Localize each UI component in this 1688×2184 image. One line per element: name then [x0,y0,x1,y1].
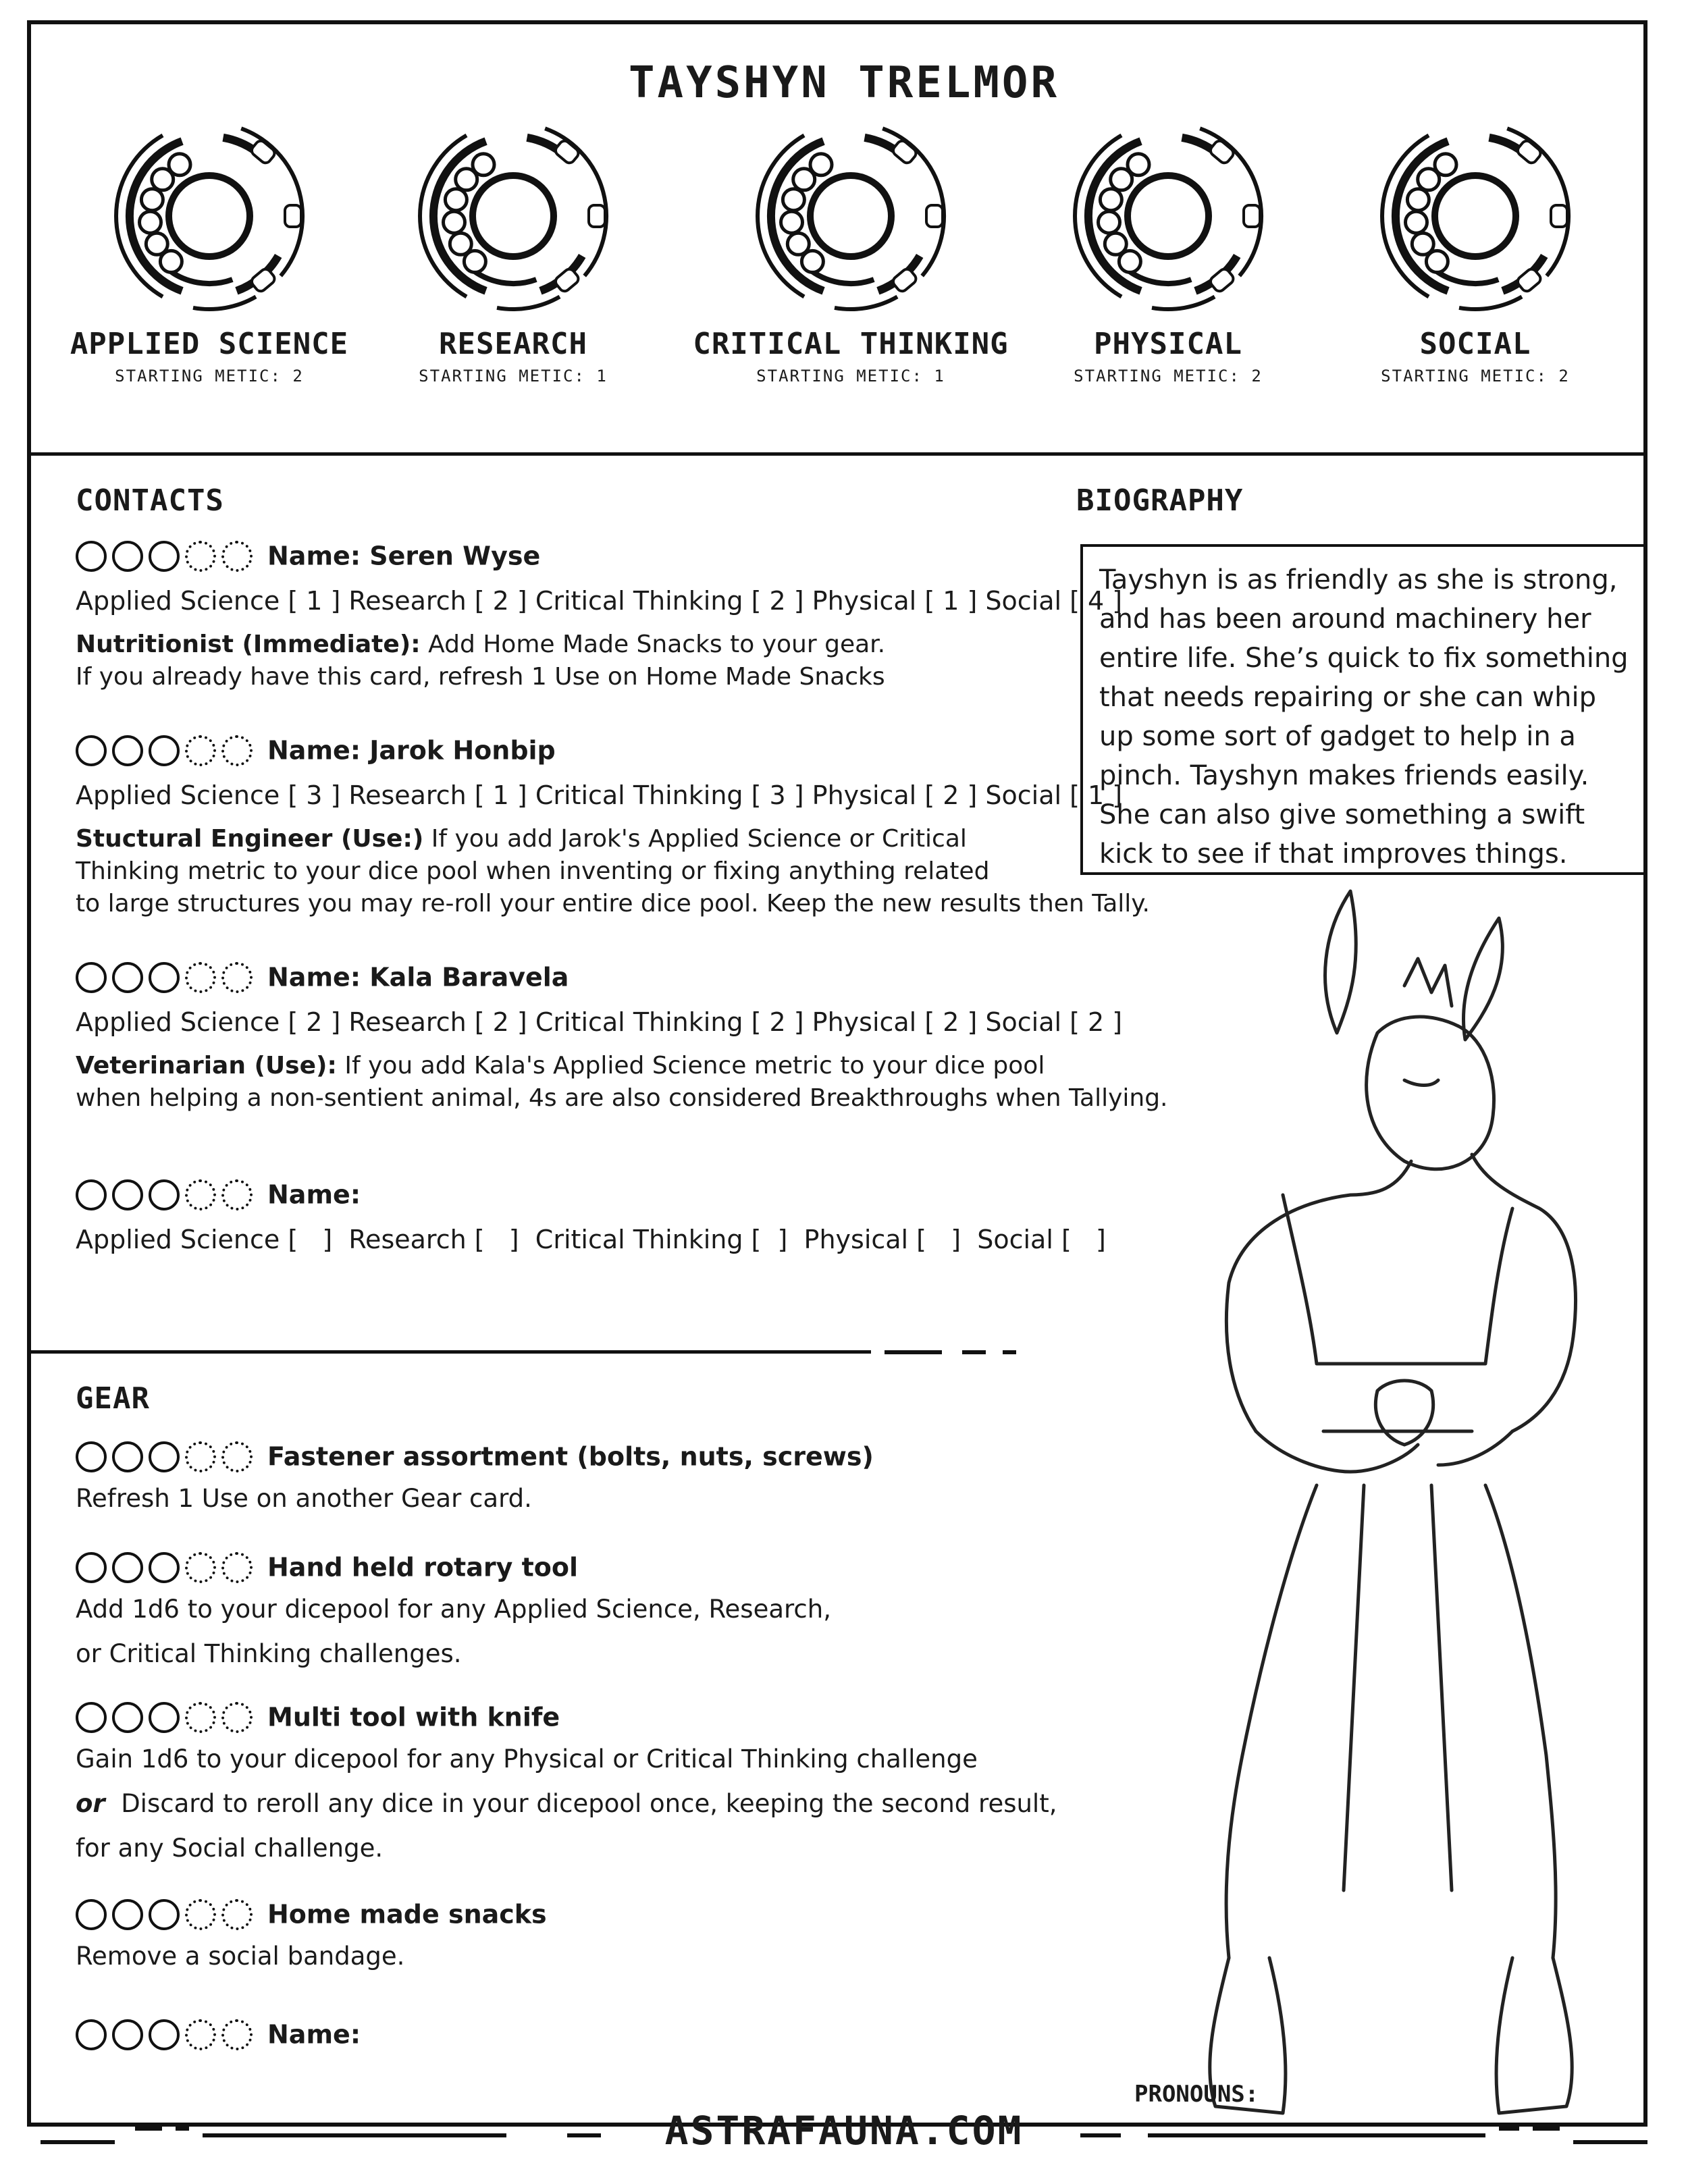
use-circle[interactable] [76,1179,107,1210]
contact-name: Name: Kala Baravela [267,962,569,992]
dial-pip[interactable] [783,189,804,211]
gear-description: for any Social challenge. [76,1833,384,1863]
metric-name: APPLIED SCIENCE [70,327,349,361]
ability-line: when helping a non-sentient animal, 4s are also considered Breakthroughs when Tallying. [76,1084,1168,1112]
metric-dial-icon [1374,115,1577,317]
ability-line: to large structures you may re-roll your entire dice pool. Keep the new results then Tally. [76,889,1150,917]
metric-name: RESEARCH [439,327,587,361]
contacts-divider [27,1350,871,1354]
metric-starting: STARTING METIC: 2 [1381,367,1570,385]
dial-slot [285,205,301,227]
gear-description: Remove a social bandage. [76,1941,405,1971]
contact-name: Name: Jarok Honbip [267,735,556,766]
contact-ability [76,823,1150,920]
footer-dash [567,2133,601,2137]
gear-card [76,1896,547,1979]
site-footer: ASTRAFAUNA.COM [664,2108,1024,2154]
contact-stats: Applied Science [ ] Research [ ] Critical Thinking [ ] Physical [ ] Social [ ] [76,1224,1106,1254]
contact-ability [76,629,1122,693]
metric-dial-icon [412,115,614,317]
dial-pip[interactable] [781,211,803,233]
gear-description: Refresh 1 Use on another Gear card. [76,1483,532,1513]
gear-name: Hand held rotary tool [267,1552,579,1582]
dial-pip[interactable] [810,154,832,176]
dial-core [1435,176,1516,257]
use-circle[interactable] [185,1899,216,1930]
use-circle[interactable] [221,2019,253,2050]
use-circle[interactable] [221,541,253,572]
dial-core [1128,176,1209,257]
metric-dial-icon [749,115,952,317]
use-circle[interactable] [112,962,143,993]
use-circle[interactable] [112,1702,143,1733]
metric-starting: STARTING METIC: 2 [1074,367,1263,385]
metric-research [351,115,675,385]
character-name: TAYSHYN TRELMOR [629,58,1059,108]
dial-pip[interactable] [140,211,161,233]
gear-name: Fastener assortment (bolts, nuts, screws) [267,1441,874,1472]
header-divider [27,452,1647,456]
dial-slot [1209,139,1236,165]
use-circle[interactable] [185,1552,216,1583]
dial-slot [1551,205,1567,227]
use-circle[interactable] [185,962,216,993]
dial-pip[interactable] [141,189,163,211]
dial-pip[interactable] [1100,189,1122,211]
use-circle[interactable] [76,735,107,766]
ability-title: Stuctural Engineer (Use:) [76,824,424,853]
dial-pip[interactable] [450,233,471,255]
dial-slot [250,139,277,165]
dial-core [810,176,891,257]
use-circle[interactable] [76,962,107,993]
footer-dash [1080,2133,1121,2137]
use-circle[interactable] [221,1179,253,1210]
use-circle[interactable] [76,541,107,572]
footer-dash [1533,2127,1560,2131]
use-circle[interactable] [112,1179,143,1210]
contact-stats: Applied Science [ 2 ] Research [ 2 ] Critical Thinking [ 2 ] Physical [ 2 ] Social [ 2 ] [76,1007,1123,1037]
usage-tracker[interactable] [76,1552,253,1583]
divider-dash [885,1350,942,1354]
ability-text: Add Home Made Snacks to your gear. [420,630,886,658]
dial-core [169,176,250,257]
use-circle[interactable] [149,1702,180,1733]
metric-physical [1006,115,1330,385]
contact-stats: Applied Science [ 1 ] Research [ 2 ] Critical Thinking [ 2 ] Physical [ 1 ] Social [ 4 ] [76,585,1123,616]
metric-starting: STARTING METIC: 2 [115,367,304,385]
contact-card [76,732,1150,920]
use-circle[interactable] [149,1441,180,1472]
dial-pip[interactable] [1407,189,1429,211]
gear-description [76,1782,1057,1826]
gear-card [76,1699,1057,1871]
use-circle[interactable] [112,735,143,766]
gear-name: Multi tool with knife [267,1702,560,1732]
use-circle[interactable] [76,1441,107,1472]
gear-card [76,2016,361,2052]
usage-tracker[interactable] [76,962,253,993]
usage-tracker[interactable] [76,2019,253,2050]
dial-pip[interactable] [1128,154,1149,176]
metric-critical-thinking [689,115,1013,385]
gear-card [76,1438,874,1521]
use-circle[interactable] [149,2019,180,2050]
use-circle[interactable] [185,2019,216,2050]
usage-tracker[interactable] [76,1179,253,1210]
gear-description: Add 1d6 to your dicepool for any Applied Science, Research, [76,1594,831,1624]
gear-card [76,1549,831,1676]
use-circle[interactable] [149,962,180,993]
use-circle[interactable] [149,1552,180,1583]
use-circle[interactable] [149,1899,180,1930]
usage-tracker[interactable] [76,541,253,572]
use-circle[interactable] [149,1179,180,1210]
use-circle[interactable] [149,541,180,572]
metric-social [1313,115,1637,385]
use-circle[interactable] [221,1899,253,1930]
use-circle[interactable] [185,1702,216,1733]
ability-title: Nutritionist (Immediate): [76,630,421,658]
dial-slot [1244,205,1260,227]
contact-name: Name: Seren Wyse [267,541,541,571]
dial-outer-arc [497,297,560,309]
ability-title: Veterinarian (Use): [76,1051,337,1080]
use-circle[interactable] [112,1552,143,1583]
or-line: Discard to reroll any dice in your dicepool once, keeping the second result, [105,1788,1057,1818]
dial-pip[interactable] [445,189,467,211]
dial-core [473,176,554,257]
use-circle[interactable] [185,1179,216,1210]
contact-name: Name: [267,1179,361,1210]
ability-line: If you already have this card, refresh 1 Use on Home Made Snacks [76,662,885,691]
footer-dash [1573,2140,1647,2144]
footer-dash [41,2140,115,2144]
dial-outer-arc [1152,297,1215,309]
contact-card [76,1176,1106,1256]
dial-slot [891,139,918,165]
use-circle[interactable] [185,735,216,766]
use-circle[interactable] [76,1899,107,1930]
usage-tracker[interactable] [76,1899,253,1930]
character-illustration [999,878,1607,2147]
dial-slot [926,205,943,227]
ability-line: Thinking metric to your dice pool when inventing or fixing anything related [76,857,990,885]
contacts-heading: CONTACTS [76,483,224,518]
gear-name: Home made snacks [267,1899,547,1929]
use-circle[interactable] [76,1552,107,1583]
use-circle[interactable] [221,735,253,766]
dial-pip[interactable] [444,211,465,233]
biography-text: Tayshyn is as friendly as she is strong, and has been around machinery her entire life. She’s quick to fix something that needs repairing or she can whip up some sort of gadget to help in a pinch. Tayshyn makes friends easily. She can also give something a swift kick to see if that improves things. [1080,544,1647,875]
metric-dial-icon [1067,115,1269,317]
footer-dash [203,2133,506,2137]
gear-name: Name: [267,2019,361,2050]
footer-dash [1148,2133,1485,2137]
metric-starting: STARTING METIC: 1 [419,367,608,385]
use-circle[interactable] [76,2019,107,2050]
dial-pip[interactable] [1412,233,1433,255]
dial-pip[interactable] [1435,154,1456,176]
use-circle[interactable] [112,1899,143,1930]
or-word: or [76,1788,105,1818]
dial-outer-arc [193,297,256,309]
dial-pip[interactable] [473,154,494,176]
use-circle[interactable] [112,1441,143,1472]
dial-pip[interactable] [787,233,809,255]
dial-pip[interactable] [1105,233,1126,255]
biography-heading: BIOGRAPHY [1076,483,1244,518]
dial-slot [1516,139,1543,165]
metric-name: SOCIAL [1419,327,1531,361]
metric-starting: STARTING METIC: 1 [756,367,945,385]
dial-slot [589,205,605,227]
metric-name: PHYSICAL [1094,327,1242,361]
metric-dial-icon [108,115,311,317]
use-circle[interactable] [185,541,216,572]
metric-name: CRITICAL THINKING [693,327,1009,361]
metric-applied-science [47,115,371,385]
dial-outer-arc [1459,297,1522,309]
gear-description: or Critical Thinking challenges. [76,1639,462,1668]
ability-text: If you add Jarok's Applied Science or Critical [423,824,967,853]
dial-slot [554,139,581,165]
contact-card [76,537,1122,693]
dial-pip[interactable] [1099,211,1120,233]
use-circle[interactable] [76,1702,107,1733]
divider-dash [962,1350,986,1354]
use-circle[interactable] [221,962,253,993]
footer-dash [176,2127,189,2131]
usage-tracker[interactable] [76,735,253,766]
gear-heading: GEAR [76,1381,150,1416]
dial-pip[interactable] [1406,211,1427,233]
footer-dash [135,2127,162,2131]
dial-pip[interactable] [146,233,167,255]
ability-text: If you add Kala's Applied Science metric to your dice pool [336,1051,1045,1080]
use-circle[interactable] [221,1441,253,1472]
dial-pip[interactable] [169,154,190,176]
use-circle[interactable] [149,735,180,766]
footer-dash [1499,2127,1519,2131]
dial-outer-arc [835,297,897,309]
use-circle[interactable] [112,2019,143,2050]
use-circle[interactable] [221,1702,253,1733]
use-circle[interactable] [221,1552,253,1583]
usage-tracker[interactable] [76,1702,253,1733]
pronouns-label: PRONOUNS: [1134,2081,1259,2108]
contact-stats: Applied Science [ 3 ] Research [ 1 ] Critical Thinking [ 3 ] Physical [ 2 ] Social [ 1 ] [76,780,1123,810]
usage-tracker[interactable] [76,1441,253,1472]
use-circle[interactable] [112,541,143,572]
use-circle[interactable] [185,1441,216,1472]
gear-description: Gain 1d6 to your dicepool for any Physical or Critical Thinking challenge [76,1744,978,1774]
